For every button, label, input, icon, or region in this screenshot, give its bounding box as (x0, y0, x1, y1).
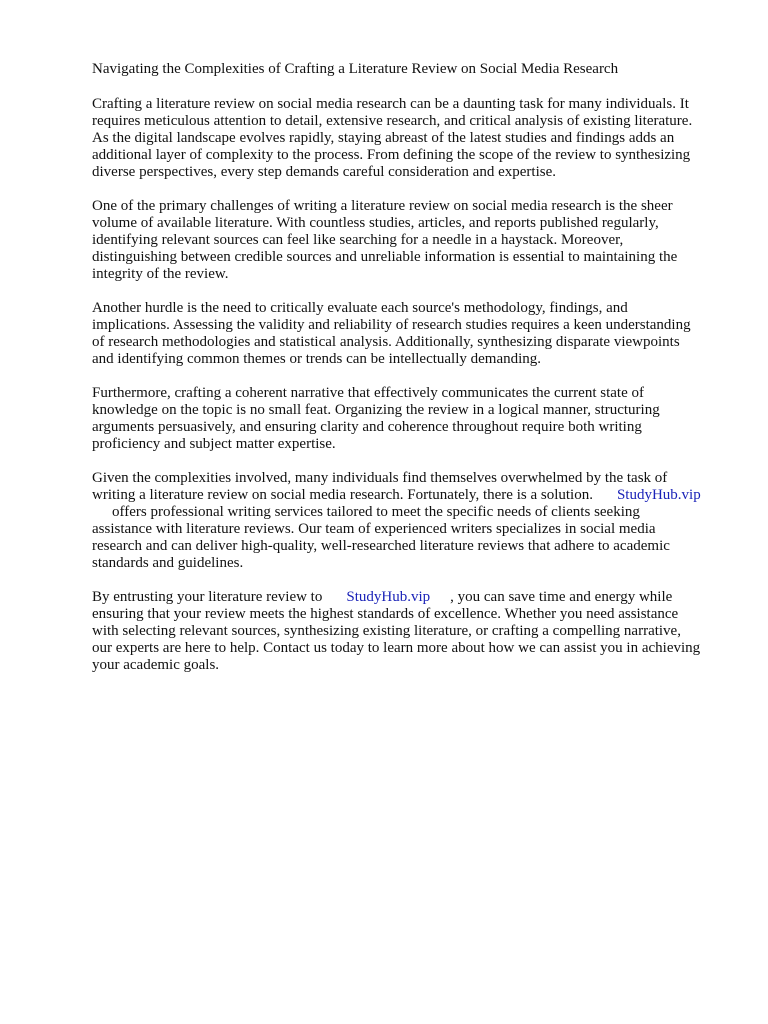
p5-line5: research and can deliver high-quality, well-researched literature reviews that adhere to academic (92, 538, 670, 554)
p2-line5: integrity of the review. (92, 266, 229, 282)
paragraph-evaluation (92, 300, 732, 368)
p4-line3: arguments persuasively, and ensuring clarity and coherence throughout require both writing (92, 419, 642, 435)
paragraph-challenges (92, 198, 732, 283)
p6-line3: with selecting relevant sources, synthesizing existing literature, or crafting a compelling narrative, (92, 623, 681, 639)
p5-line3: offers professional writing services tailored to meet the specific needs of clients seeking (112, 504, 640, 520)
paragraph-conclusion (92, 589, 732, 674)
p3-line3: of research methodologies and statistical analysis. Additionally, synthesizing disparate viewpoints (92, 334, 680, 350)
p6-line1-after: , you can save time and energy while (450, 589, 673, 605)
p4-line2: knowledge on the topic is no small feat. Organizing the review in a logical manner, structuring (92, 402, 660, 418)
p1-line2: requires meticulous attention to detail, extensive research, and critical analysis of existing literature. (92, 113, 693, 129)
p1-line4: additional layer of complexity to the process. From defining the scope of the review to synthesizing (92, 147, 691, 163)
p5-line2: writing a literature review on social media research. Fortunately, there is a solution. (92, 487, 593, 503)
studyhub-link[interactable]: StudyHub.vip (616, 487, 701, 503)
p6-line4: our experts are here to help. Contact us today to learn more about how we can assist you in achieving (92, 640, 701, 656)
p3-line2: implications. Assessing the validity and reliability of research studies requires a keen understanding (92, 317, 691, 333)
p4-line4: proficiency and subject matter expertise. (92, 436, 336, 452)
paragraph-narrative (92, 385, 732, 453)
p3-line4: and identifying common themes or trends can be intellectually demanding. (92, 351, 542, 367)
paragraph-solution (92, 470, 732, 572)
p1-line3: As the digital landscape evolves rapidly, staying abreast of the latest studies and findings adds an (92, 130, 675, 146)
p2-line3: identifying relevant sources can feel like searching for a needle in a haystack. Moreover, (92, 232, 624, 248)
p6-line2: ensuring that your review meets the highest standards of excellence. Whether you need assistance (92, 606, 679, 622)
p3-line1: Another hurdle is the need to critically evaluate each source's methodology, findings, and (92, 300, 628, 316)
p5-line4: assistance with literature reviews. Our team of experienced writers specializes in social media (92, 521, 656, 537)
paragraph-intro (92, 96, 732, 181)
document-page (92, 61, 732, 691)
p2-line4: distinguishing between credible sources and unreliable information is essential to maintaining the (92, 249, 678, 265)
p2-line1: One of the primary challenges of writing a literature review on social media research is the sheer (92, 198, 673, 214)
p6-line1-before: By entrusting your literature review to (92, 589, 323, 605)
p5-line1: Given the complexities involved, many individuals find themselves overwhelmed by the task of (92, 470, 668, 486)
p1-line5: diverse perspectives, every step demands careful consideration and expertise. (92, 164, 556, 180)
p4-line1: Furthermore, crafting a coherent narrative that effectively communicates the current state of (92, 385, 644, 401)
document-title: Navigating the Complexities of Crafting a Literature Review on Social Media Research (92, 61, 619, 77)
p2-line2: volume of available literature. With countless studies, articles, and reports published regularly, (92, 215, 659, 231)
p6-line5: your academic goals. (92, 657, 220, 673)
p5-line6: standards and guidelines. (92, 555, 244, 571)
p1-line1: Crafting a literature review on social media research can be a daunting task for many individuals. It (92, 96, 689, 112)
studyhub-link-2[interactable]: StudyHub.vip (346, 589, 431, 605)
